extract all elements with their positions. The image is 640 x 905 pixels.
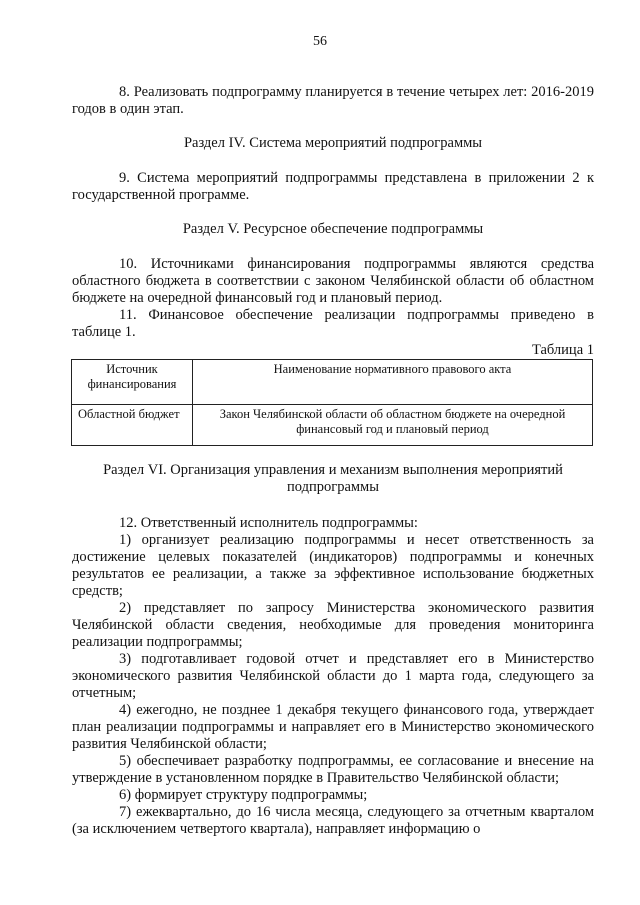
list-item: 5) обеспечивает разработку подпрограммы, ее согласование и внесение на утверждение в установленном порядке в Правительство Челябинской области; <box>72 753 594 786</box>
paragraph-8: 8. Реализовать подпрограмму планируется в течение четырех лет: 2016-2019 годов в один этап. <box>72 84 594 117</box>
list-item: 4) ежегодно, не позднее 1 декабря текущего финансового года, утверждает план реализации подпрограммы и направляет его в Министерство экономического развития Челябинской области; <box>72 702 594 752</box>
list-item: 2) представляет по запросу Министерства экономического развития Челябинской области сведения, необходимые для проведения мониторинга реализации подпрограммы; <box>72 600 594 650</box>
page-number: 56 <box>313 34 327 49</box>
table-cell: Областной бюджет <box>72 405 193 446</box>
table-header-cell: Наименование нормативного правового акта <box>193 360 593 405</box>
table-caption: Таблица 1 <box>531 342 594 358</box>
list-item: 1) организует реализацию подпрограммы и несет ответственность за достижение целевых показателей (индикаторов) подпрограммы и конечных результатов ее реализации, а также за эффективное использование бюджетных средств; <box>72 532 594 599</box>
paragraph-9: 9. Система мероприятий подпрограммы представлена в приложении 2 к государственной программе. <box>72 170 594 203</box>
section-6-heading: Раздел VI. Организация управления и механизм выполнения мероприятий подпрограммы <box>103 462 563 495</box>
table-cell: Закон Челябинской области об областном бюджете на очередной финансовый год и плановый период <box>193 405 593 446</box>
paragraph-12: 12. Ответственный исполнитель подпрограммы: <box>119 515 418 531</box>
table-header-cell: Источник финансирования <box>72 360 193 405</box>
list-item: 3) подготавливает годовой отчет и представляет его в Министерство экономического развития Челябинской области до 1 марта года, следующего за отчетным; <box>72 651 594 701</box>
list-item: 7) ежеквартально, до 16 числа месяца, следующего за отчетным кварталом (за исключением четвертого квартала), направляет информацию о <box>72 804 594 837</box>
financing-table <box>71 359 593 446</box>
paragraph-10: 10. Источниками финансирования подпрограммы являются средства областного бюджета в соответствии с законом Челябинской области об областном бюджете на очередной финансовый год и плановый период. <box>72 256 594 306</box>
paragraph-11: 11. Финансовое обеспечение реализации подпрограммы приведено в таблице 1. <box>72 307 594 340</box>
list-item: 6) формирует структуру подпрограммы; <box>119 787 368 803</box>
table-row <box>72 405 593 446</box>
table-header-row <box>72 360 593 405</box>
section-4-heading: Раздел IV. Система мероприятий подпрограммы <box>183 135 483 151</box>
section-5-heading: Раздел V. Ресурсное обеспечение подпрограммы <box>182 221 484 237</box>
